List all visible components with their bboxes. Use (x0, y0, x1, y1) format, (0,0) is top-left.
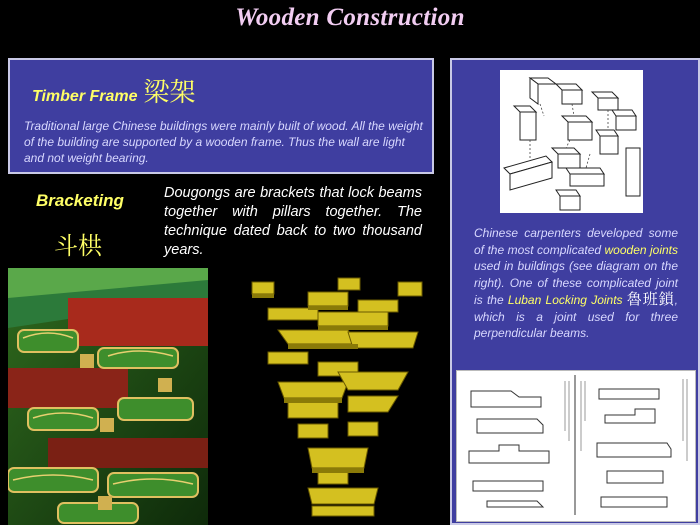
timber-frame-description: Traditional large Chinese buildings were mainly built of wood. All the weight of the building are supported by a wooden frame. Thus the wall are light and not weight bearing. (24, 119, 423, 165)
timber-frame-panel (8, 58, 434, 174)
joints-text-part-1: Chinese carpenters developed some of the most complicated (474, 226, 678, 257)
dougong-photo-icon (8, 268, 208, 525)
joints-text-part-3: , which is a joint used for three perpendicular beams. (474, 293, 678, 340)
exploded-joint-diagram-icon (500, 70, 643, 213)
painted-dougong-photo (8, 268, 208, 525)
dougong-3d-model (238, 272, 438, 522)
wooden-joints-highlight: wooden joints (604, 242, 678, 257)
timber-frame-label: Timber Frame (32, 88, 138, 105)
joints-description (474, 225, 678, 342)
carpentry-manual-illustration (456, 370, 696, 522)
page-title: Wooden Construction (235, 4, 465, 31)
timber-frame-heading (32, 72, 196, 109)
luban-chinese: 魯班鎖 (626, 290, 675, 308)
joints-panel (450, 58, 700, 525)
luban-locking-joints-highlight: Luban Locking Joints (507, 293, 623, 307)
dougong-model-icon (238, 272, 438, 522)
dougong-description: Dougongs are brackets that lock beams together with pillars together. The technique dated back to two thousand years. (164, 185, 422, 258)
bracketing-chinese: 斗栱 (54, 232, 102, 260)
joints-text-part-2: used in buildings (see diagram on the right). One of these complicated joint is the (474, 259, 678, 307)
timber-frame-chinese: 梁架 (143, 78, 196, 108)
bracketing-label: Bracketing (36, 191, 124, 210)
carpentry-manual-icon (457, 371, 693, 519)
joint-diagram (500, 70, 643, 213)
